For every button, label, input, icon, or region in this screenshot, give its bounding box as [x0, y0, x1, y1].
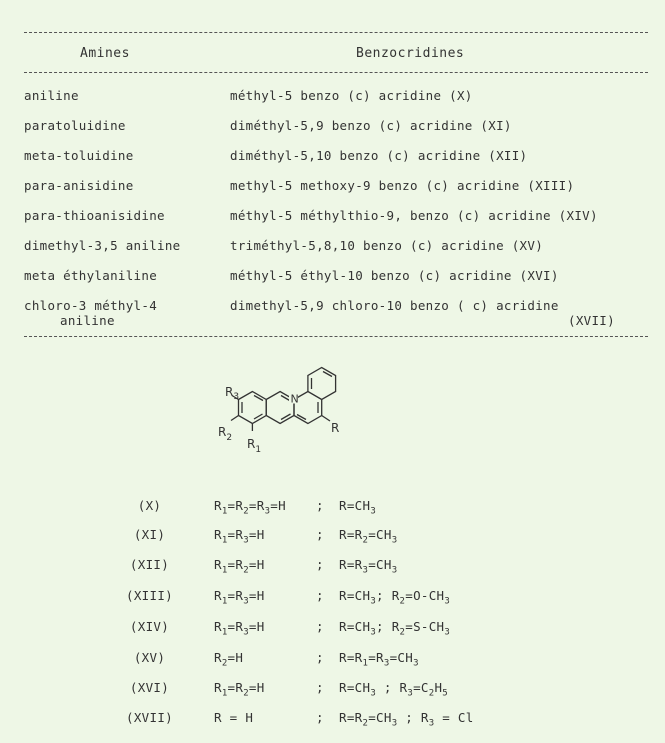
header-benzacridines: Benzocridines	[356, 46, 465, 61]
product-name: méthyl-5 méthylthio-9, benzo (c) acridine (XIV)	[230, 208, 598, 223]
amine-name: dimethyl-3,5 aniline	[24, 238, 181, 253]
separator: ;	[316, 710, 324, 725]
compound-code: (XIII)	[126, 588, 173, 603]
r2-label: R	[218, 425, 227, 439]
substituents-h: $R_1=R_2=H$	[214, 680, 265, 699]
substituents-r: $R=CH_3$; $R_2=O-CH_3$	[339, 588, 451, 607]
compound-code: (XVII)	[126, 710, 173, 725]
amine-name: chloro-3 méthyl-4	[24, 298, 158, 313]
separator: ;	[316, 650, 324, 665]
compound-code: (XVI)	[129, 680, 170, 695]
product-name: triméthyl-5,8,10 benzo (c) acridine (XV)	[230, 238, 544, 253]
r1-subscript: 1	[255, 445, 262, 455]
header-amines: Amines	[80, 46, 130, 61]
product-name: dimethyl-5,9 chloro-10 benzo ( c) acridine	[230, 298, 559, 313]
substituents-h: $R_1=R_3=H$	[214, 619, 265, 638]
top-rule	[24, 32, 648, 33]
svg-text:R3	[225, 385, 239, 402]
compound-code: (XIV)	[129, 619, 170, 634]
separator: ;	[316, 557, 324, 572]
header-rule	[24, 72, 648, 73]
product-name: méthyl-5 benzo (c) acridine (X)	[230, 88, 473, 103]
r3-label: R	[225, 385, 234, 399]
r1-label: R	[247, 437, 256, 451]
substituents-r: $R=R_3=CH_3$	[339, 557, 398, 576]
compound-code: (XI)	[133, 527, 166, 542]
substituents-h: $R_1=R_2=H$	[214, 557, 265, 576]
substituents-h: $R_2=H$	[214, 650, 244, 669]
amine-name: meta-toluidine	[24, 148, 134, 163]
r-label: R	[331, 421, 340, 435]
substituents-r: $R=CH_3$	[339, 498, 377, 517]
separator: ;	[316, 498, 324, 513]
product-name: diméthyl-5,9 benzo (c) acridine (XI)	[230, 118, 512, 133]
substituents-r: $R=R_1=R_3=CH_3$	[339, 650, 419, 669]
ring-nitrogen-label: N	[290, 392, 299, 406]
separator: ;	[316, 619, 324, 634]
amine-name: meta éthylaniline	[24, 268, 158, 283]
benzacridine-structure	[218, 358, 388, 463]
substituents-r: $R=R_2=CH_3$	[339, 527, 398, 546]
substituents-h: R = H	[214, 710, 254, 725]
separator: ;	[316, 527, 324, 542]
amine-name: aniline	[24, 88, 79, 103]
product-name: diméthyl-5,10 benzo (c) acridine (XII)	[230, 148, 528, 163]
svg-text:R1	[247, 437, 261, 455]
substituents-h: $R_1=R_3=H$	[214, 588, 265, 607]
compound-code: (XII)	[129, 557, 170, 572]
amine-name: para-anisidine	[24, 178, 134, 193]
product-name: méthyl-5 éthyl-10 benzo (c) acridine (XVI)	[230, 268, 559, 283]
amine-name-cont: aniline	[60, 313, 115, 328]
separator: ;	[316, 588, 324, 603]
r3-subscript: 3	[233, 392, 240, 402]
svg-text:R2	[218, 425, 232, 443]
substituents-h: $R_1=R_2=R_3=H$	[214, 498, 286, 517]
compound-code: (X)	[137, 498, 162, 513]
r2-subscript: 2	[226, 433, 233, 443]
substituents-r: $R=CH_3$ ; $R_3=C_2H_5$	[339, 680, 448, 699]
substituents-h: $R_1=R_3=H$	[214, 527, 265, 546]
product-name-cont: (XVII)	[568, 313, 615, 328]
compound-code: (XV)	[133, 650, 166, 665]
amine-name: paratoluidine	[24, 118, 126, 133]
amine-name: para-thioanisidine	[24, 208, 165, 223]
bottom-rule	[24, 336, 648, 337]
substituents-r: $R=R_2=CH_3$ ; $R_3 = Cl$	[339, 710, 474, 729]
substituents-r: $R=CH_3$; $R_2=S-CH_3$	[339, 619, 451, 638]
product-name: methyl-5 methoxy-9 benzo (c) acridine (XIII)	[230, 178, 575, 193]
separator: ;	[316, 680, 324, 695]
